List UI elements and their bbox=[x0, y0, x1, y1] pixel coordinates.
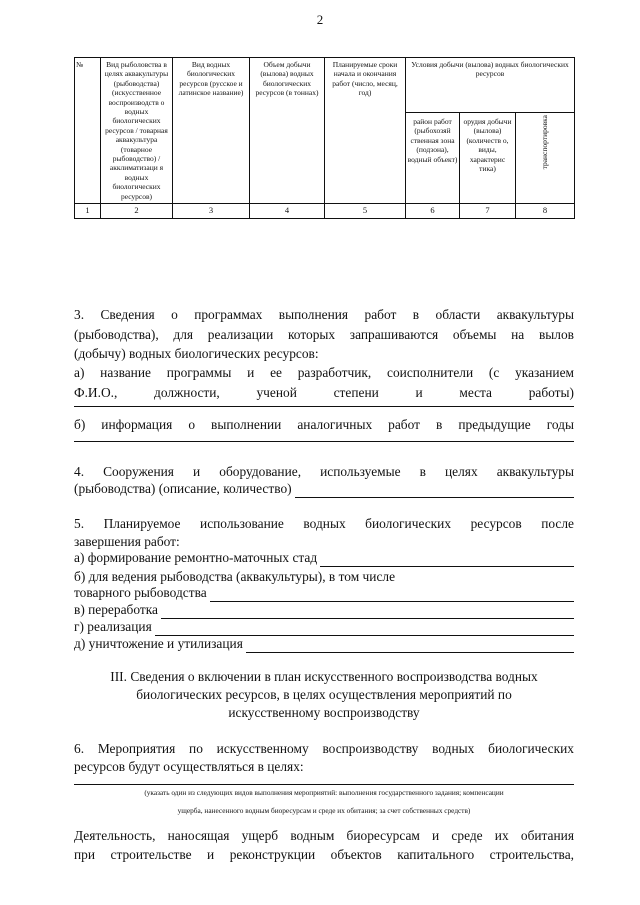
section3-heading-line1: III. Сведения о включении в план искусственного воспроизводства водных bbox=[110, 669, 538, 684]
section4-line2: (рыбоводства) (описание, количество) bbox=[74, 481, 292, 496]
section6-note1: (указать один из следующих видов выполнения мероприятий: выполнения государственного задания; компенсации bbox=[144, 788, 504, 797]
header-transport-cell bbox=[516, 113, 575, 204]
catch-conditions-table bbox=[74, 57, 575, 219]
section5-g: г) реализация bbox=[74, 619, 152, 634]
blank-line[interactable] bbox=[295, 483, 574, 498]
table-header-row bbox=[75, 58, 575, 113]
section5-b1: б) для ведения рыбоводства (аквакультуры), в том числе bbox=[74, 569, 396, 584]
section5-a-row bbox=[74, 549, 574, 567]
table-cell: 2 bbox=[101, 204, 173, 219]
header-number: № bbox=[75, 58, 101, 204]
blank-line[interactable] bbox=[320, 552, 574, 567]
table-cell: 3 bbox=[173, 204, 250, 219]
table-cell: 4 bbox=[250, 204, 325, 219]
section5-b2: товарного рыбоводства bbox=[74, 585, 207, 600]
section4-line2-row bbox=[74, 480, 574, 498]
section3-line2: (рыбоводства), для реализации которых запрашиваются объемы на вылов bbox=[74, 327, 574, 342]
section5-d: д) уничтожение и утилизация bbox=[74, 636, 243, 651]
section5-g-row bbox=[74, 618, 574, 636]
section4-line1: 4. Сооружения и оборудование, используемые в целях аквакультуры bbox=[74, 464, 574, 479]
blank-line[interactable] bbox=[74, 406, 574, 407]
section3-line1: 3. Сведения о программах выполнения работ в области аквакультуры bbox=[74, 307, 574, 322]
section6-line2: ресурсов будут осуществляться в целях: bbox=[74, 759, 304, 774]
table-cell: 1 bbox=[75, 204, 101, 219]
blank-line[interactable] bbox=[161, 604, 574, 619]
page-number: 2 bbox=[316, 12, 324, 27]
section3-b-line: б) информация о выполнении аналогичных работ в предыдущие годы bbox=[74, 417, 574, 432]
table-cell: 5 bbox=[325, 204, 406, 219]
section5-d-row bbox=[74, 635, 574, 653]
table-number-row bbox=[75, 204, 575, 219]
bottom-line1: Деятельность, наносящая ущерб водным биоресурсам и среде их обитания bbox=[74, 828, 574, 843]
section3-a-line1: а) название программы и ее разработчик, соисполнители (с указанием bbox=[74, 365, 574, 380]
header-species: Вид водных биологических ресурсов (русское и латинское название) bbox=[173, 58, 250, 204]
section6-line1: 6. Мероприятия по искусственному воспроизводству водных биологических bbox=[74, 741, 574, 756]
table-cell: 7 bbox=[460, 204, 516, 219]
blank-line[interactable] bbox=[246, 638, 574, 653]
header-catch-volume: Объем добычи (вылова) водных биологических ресурсов (в тоннах) bbox=[250, 58, 325, 204]
header-transport: транспортировка bbox=[540, 115, 550, 170]
header-planned-dates: Планируемые сроки начала и окончания работ (число, месяц, год) bbox=[325, 58, 406, 204]
bottom-line2: при строительстве и реконструкции объектов капитального строительства, bbox=[74, 847, 574, 862]
header-fishing-type: Вид рыболовства в целях аквакультуры (рыбоводства) (искусственное воспроизводств о водных биологических ресурсов / товарная аквакультура (товарное рыбоводство) / акклиматизаци я водных биологических ресурсов) bbox=[101, 58, 173, 204]
section5-v: в) переработка bbox=[74, 602, 158, 617]
header-catch-conditions: Условия добычи (вылова) водных биологических ресурсов bbox=[406, 58, 575, 113]
section3-line3: (добычу) водных биологических ресурсов: bbox=[74, 346, 319, 361]
section3-heading-line3: искусственному воспроизводству bbox=[228, 705, 420, 720]
blank-line[interactable] bbox=[74, 441, 574, 442]
header-work-area: район работ (рыбохозяй ственная зона (подзона), водный объект) bbox=[406, 113, 460, 204]
section3-heading-line2: биологических ресурсов, в целях осуществления мероприятий по bbox=[136, 687, 512, 702]
blank-line[interactable] bbox=[210, 587, 574, 602]
section3-a-line2: Ф.И.О., должности, ученой степени и места работы) bbox=[74, 385, 574, 400]
table-cell: 8 bbox=[516, 204, 575, 219]
section6-note2: ущерба, нанесенного водным биоресурсам и среде их обитания; за счет собственных средств) bbox=[177, 806, 471, 815]
header-fishing-gear: орудия добычи (вылова) (количеств о, виды, характерис тика) bbox=[460, 113, 516, 204]
section5-v-row bbox=[74, 601, 574, 619]
section5-line2: завершения работ: bbox=[74, 534, 180, 549]
section5-a: а) формирование ремонтно-маточных стад bbox=[74, 550, 318, 565]
blank-line[interactable] bbox=[155, 621, 574, 636]
section5-b2-row bbox=[74, 584, 574, 602]
section5-line1: 5. Планируемое использование водных биологических ресурсов после bbox=[74, 516, 574, 531]
table-cell: 6 bbox=[406, 204, 460, 219]
